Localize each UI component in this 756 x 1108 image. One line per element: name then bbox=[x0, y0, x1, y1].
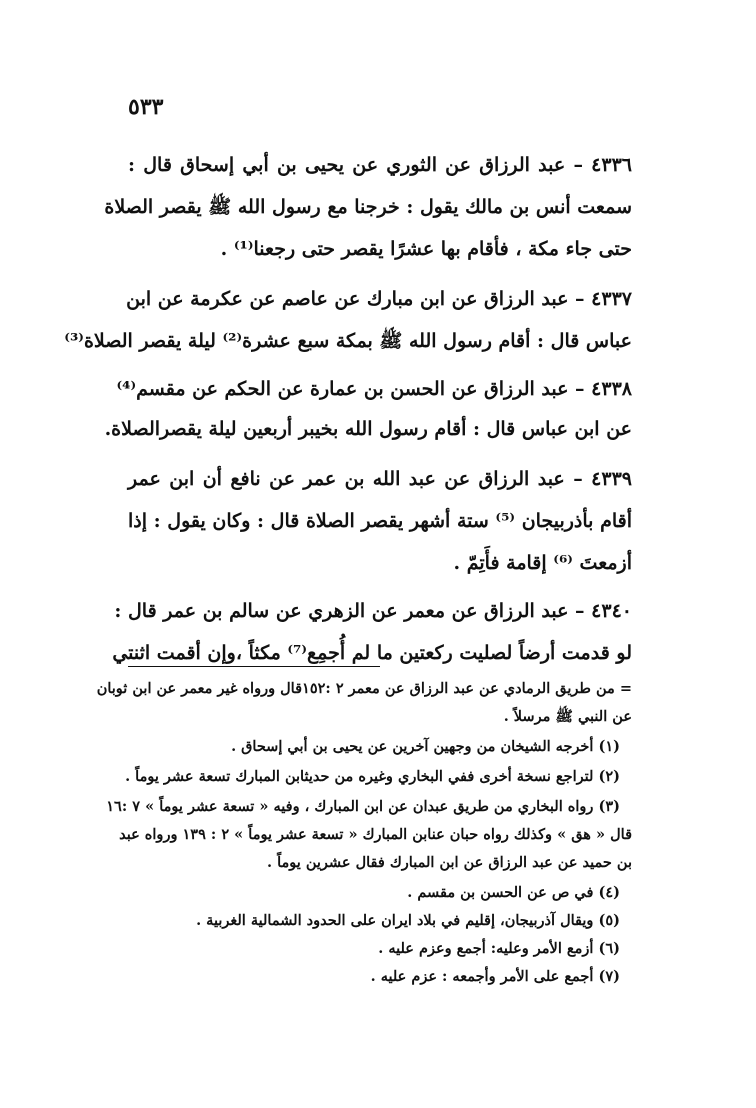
hadith-4339-line-1: ٤٣٣٩ – عبد الرزاق عن عبد الله بن عمر عن نافع أن ابن عمر bbox=[128, 468, 632, 490]
hadith-4337-line-1: ٤٣٣٧ – عبد الرزاق عن ابن مبارك عن عاصم عن عكرمة عن ابن bbox=[126, 288, 632, 310]
footnote-7: (٧) أجمع على الأمر وأجمعه : عزم عليه . bbox=[370, 968, 620, 985]
hadith-4339-line-2: أقام بأذربيجان ⁽⁵⁾ ستة أشهر يقصر الصلاة قال : وكان يقول : إذا bbox=[128, 510, 632, 532]
hadith-4338-line-1: ٤٣٣٨ – عبد الرزاق عن الحسن بن عمارة عن الحكم عن مقسم⁽⁴⁾ bbox=[116, 378, 632, 400]
footnote-3-line-3: بن حميد عن عبد الرزاق عن ابن المبارك فقال عشرين يوماً . bbox=[267, 854, 632, 871]
hadith-4336-line-3: حتى جاء مكة ، فأقام بها عشرًا يقصر حتى رجعنا⁽¹⁾ . bbox=[220, 238, 632, 260]
hadith-4336-line-2: سمعت أنس بن مالك يقول : خرجنا مع رسول الله ﷺ يقصر الصلاة bbox=[104, 196, 632, 218]
footnote-continuation-line-1: = من طريق الرمادي عن عبد الرزاق عن معمر ٢ :١٥٢قال ورواه غير معمر عن ابن ثوبان bbox=[96, 680, 632, 697]
footnote-1: (١) أخرجه الشيخان من وجهين آخرين عن يحيى بن أبي إسحاق . bbox=[231, 738, 620, 755]
footnote-6: (٦) أزمع الأمر وعليه: أجمع وعزم عليه . bbox=[378, 940, 620, 957]
footnote-separator bbox=[128, 666, 380, 667]
hadith-4340-line-2: لو قدمت أرضاً لصليت ركعتين ما لم أُجمِع⁽⁷⁾ مكثاً ،وإن أقمت اثنتي bbox=[112, 642, 632, 664]
footnote-2: (٢) لتراجع نسخة أخرى ففي البخاري وغيره من حديثابن المبارك تسعة عشر يوماً . bbox=[125, 768, 620, 785]
footnote-3-line-1: (٣) رواه البخاري من طريق عبدان عن ابن المبارك ، وفيه « تسعة عشر يوماً » ٧ :١٦ bbox=[106, 798, 620, 815]
footnote-4: (٤) في ص عن الحسن بن مقسم . bbox=[407, 884, 620, 901]
hadith-4339-line-3: أزمعتَ ⁽⁶⁾ إقامة فأَتِمّ . bbox=[453, 552, 632, 574]
hadith-4340-line-1: ٤٣٤٠ – عبد الرزاق عن معمر عن الزهري عن سالم بن عمر قال : bbox=[114, 600, 632, 622]
hadith-4338-line-2: عن ابن عباس قال : أقام رسول الله بخيبر أربعين ليلة يقصرالصلاة. bbox=[104, 418, 632, 440]
footnote-continuation-line-2: عن النبي ﷺ مرسلاً . bbox=[503, 708, 632, 725]
footnote-3-line-2: قال « هق » وكذلك رواه حبان عنابن المبارك « تسعة عشر يوماً » ٢ : ١٣٩ ورواه عبد bbox=[119, 826, 632, 843]
hadith-4336-line-1: ٤٣٣٦ – عبد الرزاق عن الثوري عن يحيى بن أبي إسحاق قال : bbox=[128, 154, 632, 176]
footnote-5: (٥) ويقال آذربيجان، إقليم في بلاد ايران على الحدود الشمالية الغربية . bbox=[196, 912, 620, 929]
hadith-4337-line-2: عباس قال : أقام رسول الله ﷺ بمكة سبع عشرة⁽²⁾ ليلة يقصر الصلاة⁽³⁾ bbox=[64, 330, 632, 352]
page-number: ٥٣٣ bbox=[128, 94, 164, 120]
